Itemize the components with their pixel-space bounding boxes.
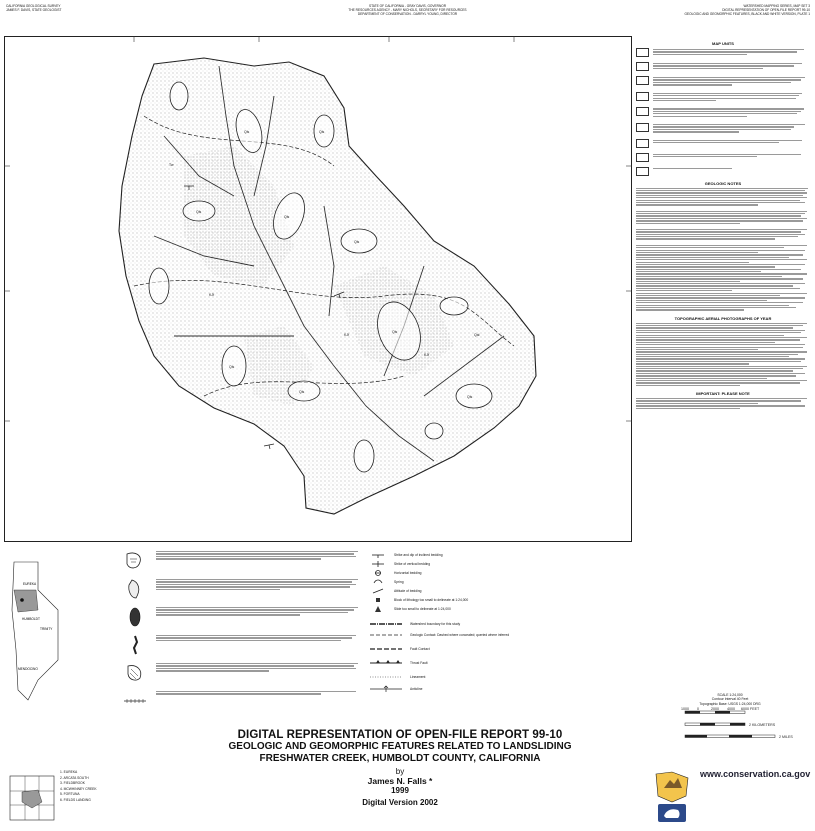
svg-text:KJf: KJf (344, 333, 350, 337)
legend-item: Strike and dip of inclined bedding (368, 550, 630, 559)
map-unit-row (636, 107, 810, 118)
svg-text:Qls: Qls (244, 130, 250, 134)
block-icon (368, 596, 388, 604)
geologic-map[interactable] (4, 36, 632, 542)
legend-item: Slide too small to delineate at 1:24,000 (368, 604, 630, 613)
references-list (636, 245, 810, 311)
svg-text:KJf: KJf (209, 293, 215, 297)
horizontal-bedding-icon (368, 569, 388, 577)
header-center-line-2: THE RESOURCES AGENCY - MARY NICHOLS, SECRETARY FOR RESOURCES (348, 8, 467, 12)
website-link[interactable]: www.conservation.ca.gov (700, 769, 811, 779)
scale-km-label: 2 KILOMETERS (749, 723, 776, 727)
inset-label-trinity: TRINITY (40, 627, 53, 631)
svg-text:Qls: Qls (354, 240, 360, 244)
header-center-line-1: STATE OF CALIFORNIA - GRAY DAVIS, GOVERNOR (368, 4, 447, 8)
svg-text:Qls: Qls (196, 210, 202, 214)
legend-item: Spring (368, 577, 630, 586)
map-unit-row (636, 76, 810, 87)
topo-base: Topographic Base: USGS 1:24,000 DRG (699, 701, 761, 706)
contour-interval: Contour Interval 40 Feet (711, 697, 749, 702)
earthflow-symbol-icon (122, 578, 148, 600)
title-line-1: DIGITAL REPRESENTATION OF OPEN-FILE REPORT 99-10 (237, 729, 563, 741)
title-line-3: FRESHWATER CREEK, HUMBOLDT COUNTY, CALIFORNIA (259, 753, 541, 764)
svg-text:Qal: Qal (474, 333, 480, 337)
cgs-conservation-logo (652, 770, 692, 826)
title-by: by (395, 767, 405, 776)
inset-label-mendocino: MENDOCINO (18, 667, 38, 671)
legend-debris-slide-slope (122, 662, 362, 684)
header-right (640, 4, 810, 16)
svg-text:Qls: Qls (299, 390, 305, 394)
anticline-icon (368, 685, 404, 693)
title-line-2: GEOLOGIC AND GEOMORPHIC FEATURES RELATED TO LANDSLIDING (228, 741, 572, 752)
digital-version: Digital Version 2002 (362, 798, 438, 807)
photos-list (636, 323, 810, 386)
header-left-line-1: CALIFORNIA GEOLOGICAL SURVEY (6, 4, 61, 8)
svg-text:Qls: Qls (284, 215, 290, 219)
legend-item: Lineament (368, 670, 630, 684)
map-unit-row (636, 123, 810, 134)
notes-paragraph (636, 229, 810, 240)
quad-index-inset (8, 770, 118, 826)
svg-text:Qls: Qls (392, 330, 398, 334)
legend-debris-slide (122, 606, 362, 628)
svg-text:Qls: Qls (319, 130, 325, 134)
legend-item: Anticline (368, 684, 630, 693)
explanation-sidebar (636, 38, 810, 788)
quad-list: 1. EUREKA 2. ARCATA SOUTH 3. FIELDBROOK 4. MCWHINNEY CREEK 5. FORTUNA 6. FIELDS LANDING (60, 770, 97, 802)
header-left-line-2: JAMES F. DAVIS, STATE GEOLOGIST (6, 8, 62, 12)
svg-text:Qls: Qls (229, 365, 235, 369)
inset-label-humboldt: HUMBOLDT (22, 617, 40, 621)
scale-ratio: SCALE 1:24,000 (717, 693, 743, 697)
svg-text:Qls: Qls (467, 395, 473, 399)
scale-notes (690, 693, 770, 706)
debris-flow-symbol-icon (122, 634, 148, 656)
legend-item: Fault Contact (368, 642, 630, 656)
legend-earthflow (122, 578, 362, 600)
svg-text:1000: 1000 (681, 707, 689, 711)
header-right-line-1: WATERSHED MAPPING SERIES, MAP SET 3 (743, 4, 810, 8)
legend-rock-slide (122, 550, 362, 572)
legend-item: Geologic Contact: Dashed where concealed; queried where inferred (368, 628, 630, 642)
important-heading: IMPORTANT: PLEASE NOTE (696, 391, 750, 397)
header-center-line-3: DEPARTMENT OF CONSERVATION - DARRYL YOUNG, DIRECTOR (357, 12, 458, 16)
legend-item: Attitude of bedding (368, 586, 630, 595)
map-unit-row (636, 139, 810, 148)
watershed-boundary-line-icon (368, 620, 404, 628)
author: James N. Falls * (367, 776, 433, 786)
legend-debris-flow (122, 634, 362, 656)
important-paragraph (636, 398, 810, 409)
vertical-bedding-icon (368, 560, 388, 568)
svg-text:6000 FEET: 6000 FEET (741, 707, 760, 711)
photos-heading: TOPOGRAPHIC AERIAL PHOTOGRAPHS OF YEAR (674, 315, 772, 321)
thrust-fault-icon (368, 659, 404, 667)
header-center (300, 4, 515, 16)
svg-text:Tw: Tw (169, 163, 174, 167)
svg-text:4000: 4000 (727, 707, 735, 711)
legend-item: Watershed boundary for this study (368, 619, 630, 628)
map-unit-row (636, 92, 810, 103)
legend-item: Horizontal bedding (368, 568, 630, 577)
scale-bar-block (645, 705, 805, 752)
attitude-icon (368, 587, 388, 595)
legend-item: Strike of vertical bedding (368, 559, 630, 568)
map-units-heading: MAP UNITS (712, 41, 734, 46)
spring-icon (368, 578, 388, 586)
contact-line-icon (368, 631, 404, 639)
inner-gorge-symbol-icon (122, 690, 148, 712)
scale-miles-label: 2 MILES (779, 735, 793, 739)
debris-slope-symbol-icon (122, 662, 148, 684)
legend-item: Block of lithology too small to delineate at 1:24,000 (368, 595, 630, 604)
strike-dip-icon (368, 551, 388, 559)
header-left (6, 4, 126, 12)
symbol-legend (368, 550, 630, 693)
notes-paragraph (636, 188, 810, 206)
debris-slide-symbol-icon (122, 606, 148, 628)
svg-text:KJf: KJf (424, 353, 430, 357)
location-inset-map (8, 550, 64, 706)
header-right-line-3: GEOLOGIC AND GEOMORPHIC FEATURES, BLACK AND WHITE VERSION, PLATE 1 (684, 12, 810, 16)
rock-slide-symbol-icon (122, 550, 148, 572)
legend-item: Thrust Fault (368, 656, 630, 670)
title-block (200, 729, 600, 807)
quad-index-map (8, 774, 56, 824)
map-unit-row (636, 167, 810, 176)
notes-paragraph (636, 211, 810, 224)
svg-text:0: 0 (697, 707, 699, 711)
map-unit-row (636, 153, 810, 162)
publication-year: 1999 (391, 786, 409, 795)
map-unit-row (636, 48, 810, 57)
lineament-icon (368, 673, 404, 681)
inset-label-eureka: EUREKA (23, 582, 37, 586)
landslide-legend (122, 550, 362, 718)
svg-text:2000: 2000 (711, 707, 719, 711)
map-unit-row (636, 62, 810, 71)
scale-bar (645, 705, 805, 747)
legend-inner-gorge (122, 690, 362, 712)
geologic-notes-heading: GEOLOGIC NOTES (704, 180, 742, 186)
header-right-line-2: DIGITAL REPRESENTATION OF OPEN-FILE REPORT 99-10 (722, 8, 810, 12)
fault-line-icon (368, 645, 404, 653)
small-slide-icon (368, 605, 388, 613)
